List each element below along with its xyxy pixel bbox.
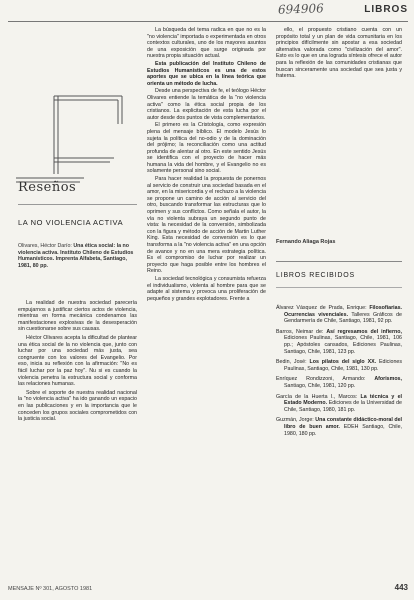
article-title: LA NO VIOLENCIA ACTIVA <box>18 218 124 227</box>
received-entry: Bedin, José: Los pilatos del siglo XX. Ediciones Paulinas, Santiago, Chile, 1981, 130 pp. <box>276 359 402 372</box>
received-books-title: LIBROS RECIBIDOS <box>276 272 355 279</box>
page-number: 443 <box>394 583 408 592</box>
middle-paragraph: Para hacer realidad la propuesta de ponernos al servicio de construir una sociedad basada en el amor, en la misericordia y el rechazo a la violencia se propone un camino de acción al servicio del otro, buscando transformar las estructuras que lo oprimen y sus conflictos. Como señala el autor, la vía no violenta subraya un segundo punto de vista: la necesidad de la conversión, simbolizada con la figura y método de acción de Martin Luther King. Esta necesidad de conversión es lo que transforma a la "no violencia activa" en una opción de avance y no en una mera estrategia política. Es el compromiso de luchar por realizar un proyecto que haga posible entre los hombres el Reino. <box>147 176 266 275</box>
section-title: LIBROS <box>364 4 408 15</box>
reference-author: Olivares, Héctor Darío: <box>18 243 72 249</box>
received-list <box>276 305 402 441</box>
middle-paragraph: Desde una perspectiva de fe, el teólogo Héctor Olivares entiende la temática de la "no violencia activa" como la ética social propia de los cristianos. La explicitación de esta lucha por el autor desde dos puntos de vista complementarios. <box>147 88 266 121</box>
section-rule <box>18 204 137 205</box>
handwritten-note: 694906 <box>277 1 325 17</box>
middle-paragraph: El primero es la Cristología, como expresión plena del mensaje bíblico. El modelo Jesús lo sujeta la política del no-odio y de la dominación del prójimo; la reconciliación como una actitud profunda de alentar al otro. En este sentido Jesús se identifica con el proyecto de hacer más humana la vida del hombre, y el Evangelio no es solamente personal sino social. <box>147 122 266 175</box>
received-entry: Barros, Neimar de: Así regresamos del infierno, Ediciones Paulinas, Santiago, Chile, 1981, 106 pp.; Apóstoles cansados, Ediciones Paulinas, Santiago, Chile, 1981, 123 pp. <box>276 328 402 355</box>
divider <box>276 287 402 288</box>
received-entry: Enríquez Rondizzoni, Armando: Aforismos, Santiago, Chile, 1981, 120 pp. <box>276 376 402 389</box>
top-rule <box>8 21 408 22</box>
middle-paragraph: La sociedad tecnológica y consumista refuerza el individualismo, violenta al hombre para que se adapte al sistema y provoca una proliferación de pequeños y grandes explotadores. Frente a <box>147 275 266 302</box>
left-paragraph: La realidad de nuestra sociedad parecería empujarnos a justificar ciertos actos de violencia, mientras en forma mecánica condenamos las manifestaciones explosivas de la desesperación sin cuestionarse sobre sus causas. <box>18 300 137 333</box>
received-entry: Guzmán, Jorge: Una constante didáctico-moral del libro de buen amor. EDEH Santiago, Chile, 1980, 180 pp. <box>276 417 402 437</box>
right-column <box>276 27 402 81</box>
section-label: Reseños <box>18 180 77 195</box>
page-footer <box>8 583 408 592</box>
divider <box>276 261 402 262</box>
left-paragraph: Héctor Olivares acepta la dificultad de plantear una ética social de la no violencia que, junto con luchar por una sociedad más justa, sea congruente con los valores del Evangelio. Por eso, inicia su reflexión con la afirmación: "No es fácil luchar por la paz hoy". Nu si es cuando la violencia penetra la estructura social y conforma las relaciones humanas. <box>18 334 137 388</box>
right-paragraph: ello, el propuesto cristiano cuenta con un propósito total y un plan de vida comunitaria en los principios difícilmente sin apostar a esa sociedad alternativa valorada como "civilización del amor". Esto es lo que en una lograda síntesis ofrece el autor para la reflexión de las comunidades cristianas que buscan sinceramente una sociedad que sea justa y fraterna. <box>276 27 402 80</box>
reference-text: Una ética social: la no violencia activa. Instituto Chileno de Estudios Humanísticos. Imprenta Alfabeta, Santiago, 1981, 80 pp. <box>18 243 134 269</box>
middle-paragraph: La búsqueda del tema radica en que no es la "no violencia" importada o experimentada en otros contextos culturales, uno de los mayores asuntos de una exposición que surge originada por nuestra propia situación actual. <box>147 27 266 60</box>
middle-paragraph: Esta publicación del Instituto Chileno de Estudios Humanísticos es una de estos aportes que se ubica en la línea teórica que orienta un método de lucha. <box>147 60 266 87</box>
received-entry: García de la Huerta I., Marcos: La técnica y el Estado Moderno. Ediciones de la Universidad de Chile, Santiago, 1980, 181 pp. <box>276 393 403 413</box>
left-paragraph: Sobre el soporte de nuestra realidad nacional la "no violencia activa" ha ido ganando un espacio en las publicaciones y en la importancia que le conceden los grupos sociales comprometidos con la justicia social. <box>18 389 137 423</box>
middle-column <box>147 27 266 303</box>
review-author: Fernando Aliaga Rojas <box>276 239 336 245</box>
article-reference <box>18 243 137 269</box>
journal-info: MENSAJE Nº 301, AGOSTO 1981 <box>8 586 93 592</box>
received-entry: Álvarez Vásquez de Prada, Enrique: Filosofíarias. Ocurrencias vivenciales. Talleres Gráficos de Gendarmería de Chile, Santiago, 1981, 92 pp. <box>276 305 402 325</box>
left-column <box>18 300 137 425</box>
